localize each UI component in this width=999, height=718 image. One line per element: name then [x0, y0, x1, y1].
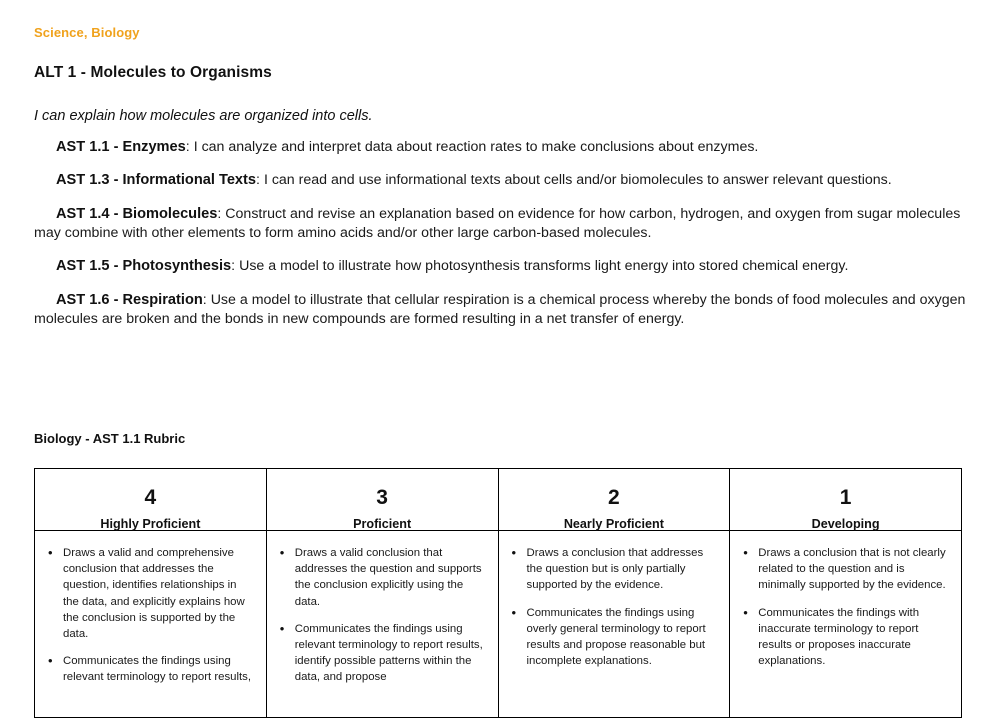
- rubric-score: 2: [608, 486, 620, 509]
- standard-code: AST 1.6 - Respiration: [56, 291, 203, 308]
- standard-separator: :: [185, 139, 190, 155]
- alt-title: ALT 1 - Molecules to Organisms: [34, 64, 272, 81]
- rubric-header-cell: [266, 469, 498, 531]
- rubric-body-cell: [35, 531, 267, 718]
- standard-item: [34, 138, 970, 157]
- rubric-header-cell: [730, 469, 962, 531]
- rubric-criteria-list: [511, 545, 718, 669]
- rubric-body-cell: [498, 531, 730, 718]
- rubric-level: Proficient: [353, 517, 412, 532]
- rubric-criterion: • Communicates the findings using relevant terminology to report results,: [47, 653, 254, 685]
- rubric-criterion: • Communicates the findings using overly general terminology to report results and propose reasonable but incomplete explanations.: [511, 605, 718, 670]
- standard-separator: :: [231, 258, 236, 275]
- subject-label: Science, Biology: [34, 25, 140, 40]
- rubric-criteria-list: [279, 545, 486, 686]
- standard-item: [34, 291, 970, 329]
- standard-item: [34, 171, 970, 190]
- rubric-level: Highly Proficient: [100, 517, 201, 532]
- rubric-level: Developing: [811, 517, 880, 532]
- standard-code: AST 1.4 - Biomolecules: [56, 205, 218, 222]
- standard-separator: :: [202, 291, 207, 308]
- i-can-statement: I can explain how molecules are organized into cells.: [34, 108, 373, 124]
- rubric-body-cell: [266, 531, 498, 718]
- standard-separator: :: [256, 172, 260, 189]
- rubric-criteria-list: [742, 545, 949, 669]
- rubric-header-cell: [35, 469, 267, 531]
- standard-item: [34, 205, 970, 243]
- rubric-score: 3: [376, 486, 388, 509]
- standard-item: [34, 257, 970, 276]
- standard-code: AST 1.1 - Enzymes: [56, 139, 186, 155]
- rubric-criterion: • Communicates the findings using relevant terminology to report results, identify possible patterns within the data, and propose: [279, 621, 486, 686]
- standard-text: I can read and use informational texts about cells and/or biomolecules to answer relevant questions.: [263, 172, 892, 189]
- rubric-criterion: • Communicates the findings with inaccurate terminology to report results or proposes inaccurate explanations.: [742, 605, 949, 670]
- rubric-score: 1: [839, 486, 852, 509]
- rubric-criterion: • Draws a conclusion that addresses the question but is only partially supported by the evidence.: [511, 545, 718, 594]
- standard-separator: :: [217, 205, 222, 222]
- rubric-score: 4: [144, 486, 157, 509]
- standard-text: Construct and revise an explanation based on evidence for how carbon, hydrogen, and oxygen from sugar molecules may combine with other elements to form amino acids and/or other large carbon-based molecules.: [34, 205, 961, 242]
- rubric-criterion: • Draws a conclusion that is not clearly related to the question and is minimally supported by the evidence.: [742, 545, 949, 594]
- rubric-level: Nearly Proficient: [563, 517, 664, 532]
- rubric-heading: Biology - AST 1.1 Rubric: [34, 431, 186, 446]
- standard-code: AST 1.3 - Informational Texts: [56, 172, 257, 189]
- standard-text: Use a model to illustrate how photosynthesis transforms light energy into stored chemical energy.: [239, 258, 849, 275]
- rubric-body-cell: [730, 531, 962, 718]
- rubric-header-row: [35, 469, 962, 531]
- rubric-header-cell: [498, 469, 730, 531]
- standard-text: Use a model to illustrate that cellular respiration is a chemical process whereby the bonds of food molecules and oxygen molecules are broken and the bonds in new compounds are formed resulting in a net transfer of energy.: [34, 291, 966, 327]
- standard-text: I can analyze and interpret data about reaction rates to make conclusions about enzymes.: [193, 139, 759, 155]
- rubric-table: [34, 468, 962, 718]
- rubric-criteria-list: [47, 545, 254, 686]
- standard-code: AST 1.5 - Photosynthesis: [56, 258, 232, 275]
- rubric-criterion: • Draws a valid and comprehensive conclusion that addresses the question, identifies relationships in the data, and explicitly explains how the conclusion is supported by the data.: [47, 545, 254, 642]
- rubric-body-row: [35, 531, 962, 718]
- standards-list: [34, 138, 970, 343]
- rubric-criterion: • Draws a valid conclusion that addresses the question and supports the conclusion explicitly using the data.: [279, 545, 486, 610]
